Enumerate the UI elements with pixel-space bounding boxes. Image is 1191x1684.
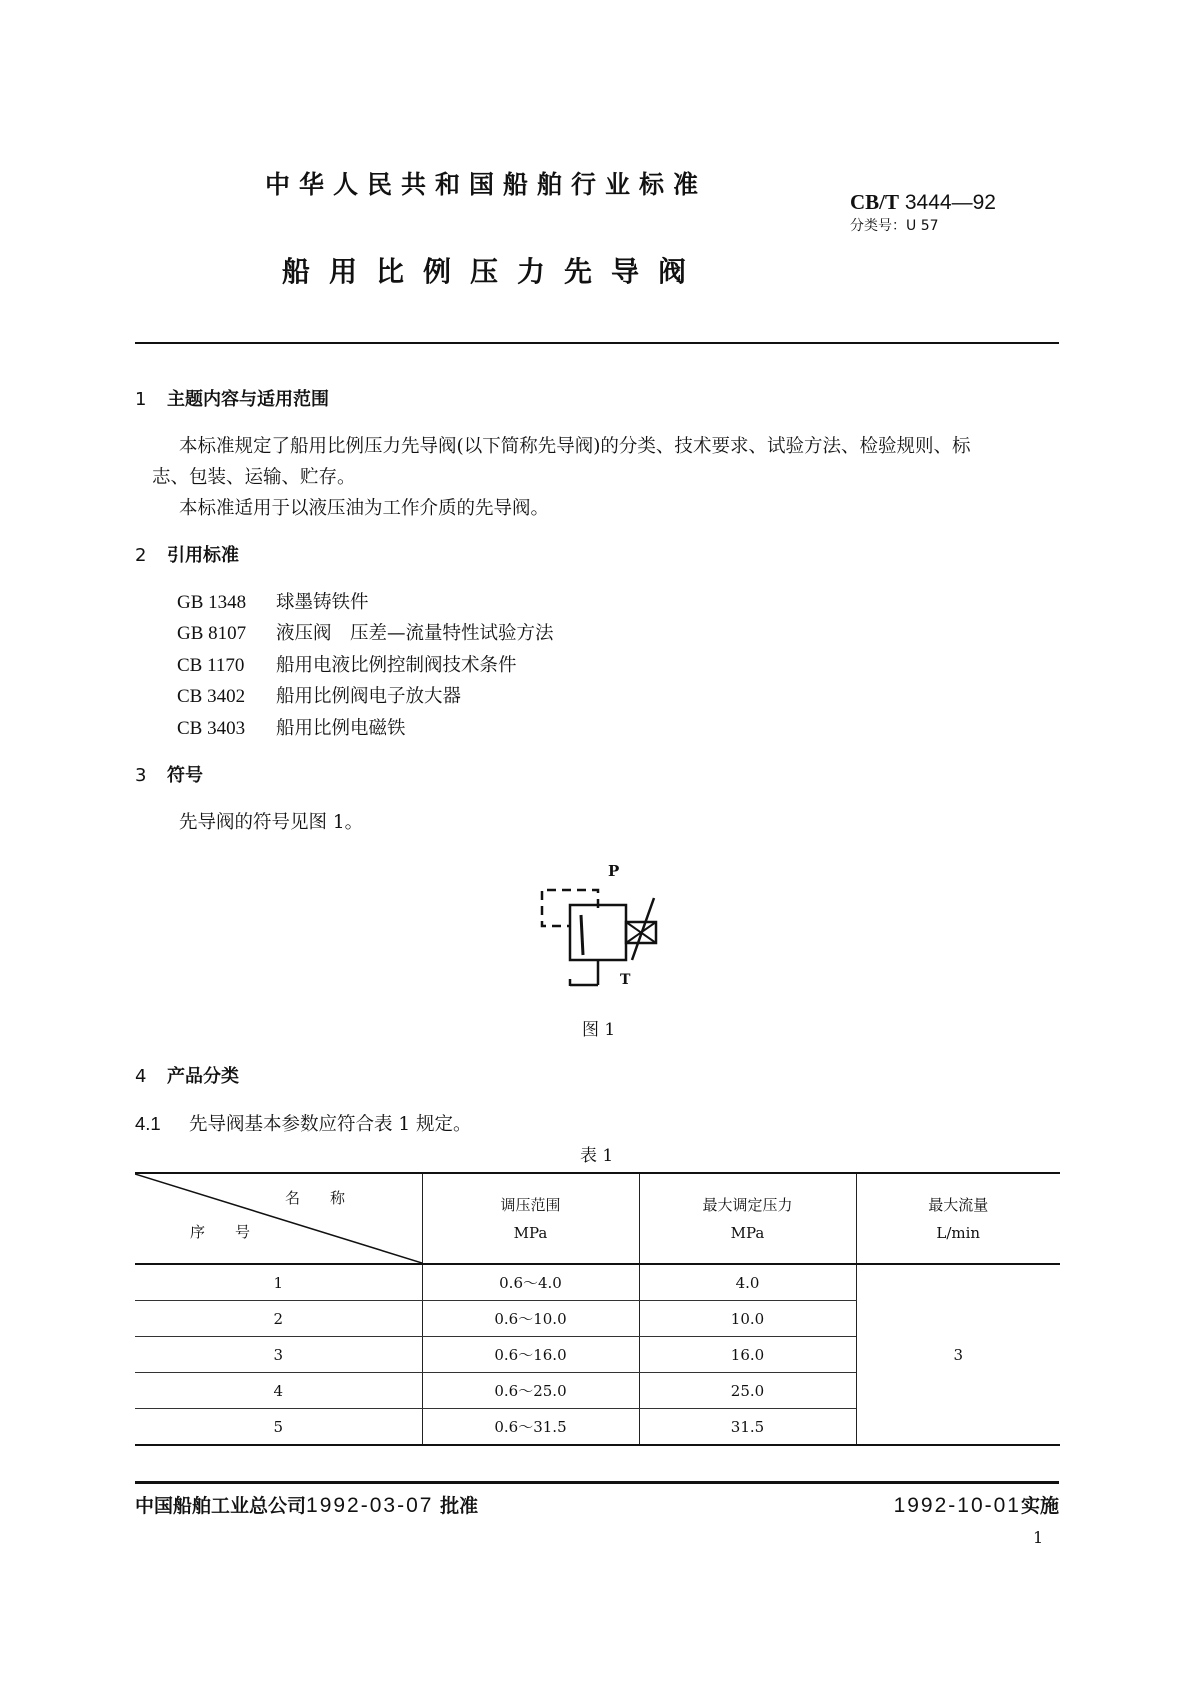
corner-top-label: 名 称: [285, 1189, 346, 1207]
section-1-heading: [135, 385, 329, 411]
section-title: 主题内容与适用范围: [167, 389, 329, 410]
figure-caption: 图 1: [582, 1020, 616, 1040]
page-number: 1: [1033, 1528, 1044, 1547]
cell-no: 4: [135, 1373, 422, 1409]
parameter-table: [135, 1172, 1060, 1446]
ref-code: GB 1348: [177, 592, 247, 613]
valve-symbol-figure: [530, 860, 670, 995]
reference-item: [177, 619, 554, 645]
section-number: 2: [135, 545, 147, 566]
cell-max-pressure: 31.5: [639, 1409, 856, 1446]
ref-code: CB 3403: [177, 718, 246, 739]
ref-code: GB 8107: [177, 623, 247, 644]
cell-range: 0.6～25.0: [422, 1373, 639, 1409]
reference-item: [177, 682, 461, 708]
subsection-text: 先导阀基本参数应符合表 1 规定。: [189, 1114, 472, 1135]
reference-item: [177, 651, 517, 677]
doc-title: 船用比例压力先导阀: [282, 255, 706, 288]
port-p-label: P: [608, 862, 620, 880]
section-title: 引用标准: [167, 545, 239, 566]
ref-name: 液压阀 压差—流量特性试验方法: [276, 623, 554, 644]
footer-rule: [135, 1481, 1059, 1484]
ref-name: 船用比例电磁铁: [276, 718, 406, 739]
paragraph: 本标准适用于以液压油为工作介质的先导阀。: [179, 498, 550, 519]
ref-name: 船用比例阀电子放大器: [276, 686, 462, 707]
effective-date: 1992-10-01: [893, 1494, 1021, 1517]
effective-line: [894, 1491, 1059, 1518]
reference-item: [177, 714, 406, 740]
valve-body: [570, 905, 626, 960]
header-rule: [135, 342, 1059, 344]
table-header-row: [135, 1173, 1060, 1264]
section-title: 产品分类: [167, 1066, 239, 1087]
column-name: 调压范围: [500, 1195, 561, 1214]
cell-range: 0.6～10.0: [422, 1301, 639, 1337]
cell-max-pressure: 16.0: [639, 1337, 856, 1373]
column-name: 最大流量: [928, 1195, 989, 1214]
cell-no: 5: [135, 1409, 422, 1446]
diagonal-line: [135, 1174, 422, 1263]
section-4-heading: [135, 1062, 239, 1088]
cell-range: 0.6～4.0: [422, 1264, 639, 1301]
valve-spool: [581, 915, 583, 955]
ref-name: 球墨铸铁件: [276, 592, 369, 613]
approval-line: [135, 1491, 478, 1518]
section-number: 3: [135, 765, 147, 786]
approve-label: 批准: [440, 1495, 479, 1517]
org-title: 中华人民共和国船舶行业标准: [265, 170, 708, 199]
cell-range: 0.6～16.0: [422, 1337, 639, 1373]
cell-max-pressure: 10.0: [639, 1301, 856, 1337]
cell-range: 0.6～31.5: [422, 1409, 639, 1446]
approve-date: 1992-03-07: [306, 1494, 434, 1517]
subsection-4-1: [135, 1110, 472, 1136]
reference-item: [177, 588, 369, 614]
paragraph: 先导阀的符号见图 1。: [179, 812, 364, 833]
paragraph-line: 本标准规定了船用比例压力先导阀(以下简称先导阀)的分类、技术要求、试验方法、检验规则、标: [179, 436, 971, 457]
cell-max-pressure: 4.0: [639, 1264, 856, 1301]
cell-max-flow: 3: [856, 1264, 1060, 1445]
standard-code: [850, 190, 996, 215]
column-header: [639, 1173, 856, 1264]
approver: 中国船舶工业总公司: [135, 1495, 307, 1517]
cell-no: 3: [135, 1337, 422, 1373]
section-number: 1: [135, 389, 147, 410]
paragraph-line: 志、包装、运输、贮存。: [152, 467, 356, 488]
ref-name: 船用电液比例控制阀技术条件: [276, 655, 517, 676]
cell-no: 2: [135, 1301, 422, 1337]
cell-max-pressure: 25.0: [639, 1373, 856, 1409]
column-unit: MPa: [513, 1223, 548, 1242]
code-prefix: CB/T: [850, 190, 900, 214]
section-title: 符号: [167, 765, 203, 786]
cell-no: 1: [135, 1264, 422, 1301]
column-unit: MPa: [730, 1223, 765, 1242]
table-caption: 表 1: [580, 1146, 614, 1166]
tank-line: [570, 960, 598, 986]
classification: 分类号：U 57: [850, 218, 939, 234]
port-t-label: T: [620, 972, 631, 988]
corner-bottom-label: 序 号: [190, 1223, 251, 1241]
subsection-number: 4.1: [135, 1113, 161, 1134]
column-header: [422, 1173, 639, 1264]
ref-code: CB 1170: [177, 655, 245, 676]
column-header: [856, 1173, 1060, 1264]
column-unit: L/min: [936, 1223, 981, 1242]
corner-header-cell: [135, 1173, 422, 1264]
column-name: 最大调定压力: [702, 1195, 793, 1214]
code-number: 3444—92: [904, 191, 996, 214]
table-row: [135, 1264, 1060, 1301]
section-3-heading: [135, 761, 203, 787]
section-number: 4: [135, 1066, 147, 1087]
ref-code: CB 3402: [177, 686, 246, 707]
effective-label: 实施: [1020, 1495, 1059, 1517]
section-2-heading: [135, 541, 239, 567]
